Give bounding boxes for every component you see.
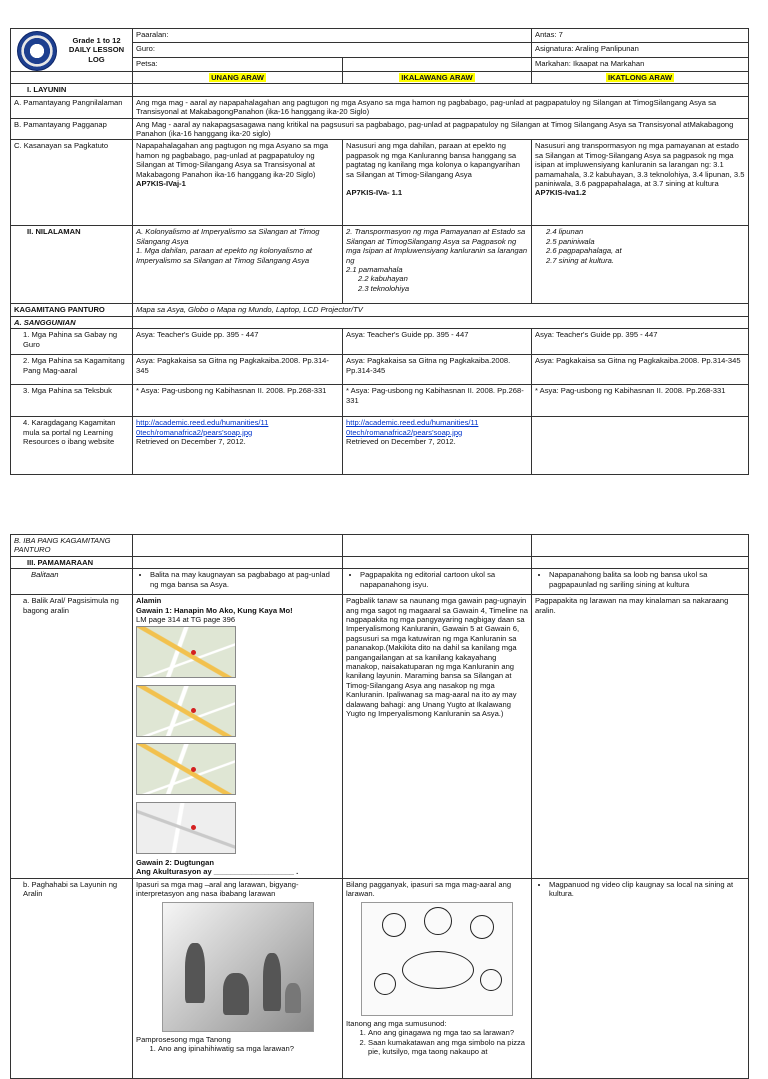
itanong-heading: Itanong ang mga sumusunod: — [346, 1018, 447, 1028]
map-image[interactable] — [136, 685, 236, 737]
nilalaman-day2-title: 2. Transpormasyon ng mga Pamayanan at Estado sa Silangan at TimogSilangang Asya sa Pagpasok ng mga Isipan at Impluwensiyang kanluranin sa larangan ng — [346, 227, 528, 265]
balitaan-day3: • Napapanahong balita sa loob ng bansa ukol sa pagpapaunlad ng sariling sining at kultura — [549, 570, 745, 589]
day1-header: UNANG ARAW — [211, 73, 264, 82]
teksbuk-day3: * Asya: Pag-usbong ng Kabihasnan II. 2008. Pp.268-331 — [532, 385, 749, 417]
map-image[interactable] — [136, 626, 236, 678]
historical-illustration-image[interactable] — [162, 902, 314, 1032]
kagamitan-label: KAGAMITANG PANTURO — [11, 304, 133, 316]
paghahabi-day1: Ipasuri sa mga mag –aral ang larawan, bigyang-interpretasyon ang nasa ibabang larawan — [136, 879, 299, 899]
akulturasyon-prompt: Ang Akulturasyon ay ___________________ . — [136, 867, 299, 877]
nilalaman-day3-item: 2.7 sining at kultura. — [546, 255, 614, 265]
page-two — [10, 534, 748, 1079]
pamantayang-pangnilalaman-label: A. Pamantayang Pangnilalaman — [11, 96, 133, 118]
gabay-guro-day2: Asya: Teacher's Guide pp. 395 - 447 — [343, 329, 532, 355]
kasanayan-day3-code: AP7KIS-Iva1.2 — [535, 188, 587, 198]
asignatura-field[interactable]: Asignatura: Araling Panlipunan — [532, 43, 749, 57]
pamantayang-pagganap-label: B. Pamantayang Pagganap — [11, 118, 133, 140]
reference-link[interactable]: 0tech/romanafrica2/pears'soap.jpg — [346, 427, 463, 437]
karagdagan-label: 4. Karagdagang Kagamitan mula sa portal ng Learning Resources o ibang website — [11, 417, 133, 475]
itanong-item: 2. Saan kumakatawan ang mga simbolo na pizza pie, kutsilyo, mga taong nakaupo at — [368, 1038, 528, 1057]
antas-field[interactable]: Antas: 7 — [532, 29, 749, 43]
reference-link[interactable]: http://academic.reed.edu/humanities/11 — [136, 418, 269, 428]
lm-page-ref: LM page 314 at TG page 396 — [136, 615, 236, 625]
gawain1-title: Gawain 1: Hanapin Mo Ako, Kung Kaya Mo! — [136, 605, 293, 615]
iba-pang-kagamitan-label: B. IBA PANG KAGAMITANG PANTURO — [11, 535, 133, 557]
procedure-table — [10, 534, 749, 1079]
paghahabi-label: b. Paghahabi sa Layunin ng Aralin — [11, 878, 133, 1078]
teksbuk-label: 3. Mga Pahina sa Teksbuk — [11, 385, 133, 417]
retrieved-date: Retrieved on December 7, 2012. — [136, 437, 246, 447]
editorial-cartoon-image[interactable] — [361, 902, 513, 1016]
sanggunian-label: A. SANGGUNIAN — [11, 316, 133, 328]
balitaan-label: Balitaan — [11, 569, 133, 595]
balik-aral-label: a. Balik Aral/ Pagsisimula ng bagong aralin — [11, 595, 133, 879]
alamin-heading: Alamin — [136, 596, 162, 606]
reference-link[interactable]: 0tech/romanafrica2/pears'soap.jpg — [136, 427, 253, 437]
teksbuk-day1: * Asya: Pag-usbong ng Kabihasnan II. 2008. Pp.268-331 — [133, 385, 343, 417]
pamantayang-pangnilalaman-text: Ang mga mag - aaral ay napapahalagahan ang pagtugon ng mga Asyano sa mga hamon ng pagbabago, pag-unlad at pagpapatuloy ng Silangan at TimogSilangang Asya sa Transisyonal at MakabagongPanahon (ika-16 hanggang ika-20 Siglo) — [133, 96, 749, 118]
teksbuk-day2: * Asya: Pag-usbong ng Kabihasnan II. 2008. Pp.268-331 — [343, 385, 532, 417]
map-pin-icon — [191, 825, 196, 830]
map-pin-icon — [191, 708, 196, 713]
kasanayan-label: C. Kasanayan sa Pagkatuto — [11, 140, 133, 226]
kagamitang-mag-aaral-day1: Asya: Pagkakaisa sa Gitna ng Pagkakaiba.2008. Pp.314-345 — [133, 355, 343, 385]
petsa-field[interactable]: Petsa: — [133, 57, 343, 71]
kagamitang-mag-aaral-day2: Asya: Pagkakaisa sa Gitna ng Pagkakaiba.2008. Pp.314-345 — [343, 355, 532, 385]
kagamitan-text: Mapa sa Asya, Globo o Mapa ng Mundo, Laptop, LCD Projector/TV — [133, 304, 749, 316]
kasanayan-day1: Napapahalagahan ang pagtugon ng mga Asyano sa mga hamon ng pagbabago, pag-unlad at pagpapatuloy ng Silangan at Timog-Silangang Asya sa Transisyonal at Makabagong Panahon ika-16 hanggang ika-20 Siglo) — [136, 141, 329, 179]
paghahabi-day2: Bilang pagganyak, ipasuri sa mga mag-aaral ang larawan. — [346, 879, 512, 899]
reference-link[interactable]: http://academic.reed.edu/humanities/11 — [346, 418, 479, 428]
log-title: DAILY LESSON LOG — [68, 45, 125, 64]
balitaan-day2: • Pagpapakita ng editorial cartoon ukol sa napapanahong isyu. — [360, 570, 528, 589]
kasanayan-day2: Nasusuri ang mga dahilan, paraan at epekto ng pagpasok ng mga Kanluranng bansa hanggang sa pagtatag ng kanilang mga kolonya o kapangyarihan sa Silangan at Timog-Silangang Asya — [346, 141, 520, 179]
lesson-log-table — [10, 28, 749, 475]
balik-aral-day3: Pagpapakita ng larawan na may kinalaman sa nakaraang aralin. — [532, 595, 749, 879]
nilalaman-day3-item: 2.6 pagpapahalaga, at — [546, 246, 622, 256]
grade-label: Grade 1 to 12 — [72, 35, 121, 45]
kasanayan-day1-code: AP7KIS-IVaj-1 — [136, 179, 186, 189]
map-pin-icon — [191, 767, 196, 772]
kasanayan-day3: Nasusuri ang transpormasyon ng mga pamayanan at estado sa Silangan at Timog-Silangang Asya sa pagpasok ng mga isipan at impluwensiyang kanluranin sa larangan ng: 3.1 pamamahala, 3.2 kabuhayan, 3.3 teknolohiya, 3.4 lipunan, 3.5 paniniwala, 3.6 pagpapahalaga, at 3.7 sining at kultura — [535, 141, 745, 189]
retrieved-date: Retrieved on December 7, 2012. — [346, 437, 456, 447]
pamantayang-pagganap-text: Ang Mag - aaral ay nakapagsasagawa nang kritikal na pagsusuri sa pagbabago, pag-unlad at pagpapatuloy ng Silangan at Timog Silangang Asya sa Transisyonal atMakabagong Panahon (ika-16 hanggang ika-20 siglo) — [133, 118, 749, 140]
nilalaman-label: II. NILALAMAN — [11, 226, 133, 304]
kagamitang-mag-aaral-day3: Asya: Pagkakaisa sa Gitna ng Pagkakaiba.2008. Pp.314-345 — [532, 355, 749, 385]
day3-header: IKATLONG ARAW — [607, 73, 673, 82]
paaralan-field[interactable]: Paaralan: — [133, 29, 532, 43]
nilalaman-day1-sub: 1. Mga dahilan, paraan at epekto ng kolonyalismo at Imperyalismo sa Silangan at Timog Silangang Asya — [136, 246, 313, 265]
nilalaman-day2-item: 2.3 teknolohiya — [358, 283, 410, 293]
prosesong-tanong-item: 1. Ano ang ipinahihiwatig sa mga larawan? — [158, 1044, 339, 1053]
gawain2-title: Gawain 2: Dugtungan — [136, 858, 215, 868]
balitaan-day1: • Balita na may kaugnayan sa pagbabago at pag-unlad ng mga bansa sa Asya. — [150, 570, 339, 589]
markahan-field[interactable]: Markahan: Ikaapat na Markahan — [532, 57, 749, 71]
nilalaman-day2-item: 2.1 pamamahala — [346, 265, 403, 275]
nilalaman-day1-title: A. Kolonyalismo at Imperyalismo sa Silangan at Timog Silangang Asya — [136, 227, 320, 246]
kasanayan-day2-code: AP7KIS-IVa- 1.1 — [346, 188, 403, 198]
deped-seal-icon — [17, 31, 57, 71]
kagamitang-mag-aaral-label: 2. Mga Pahina sa Kagamitang Pang Mag-aaral — [11, 355, 133, 385]
gabay-guro-day1: Asya: Teacher's Guide pp. 395 - 447 — [133, 329, 343, 355]
map-pin-icon — [191, 650, 196, 655]
prosesong-tanong-heading: Pamprosesong mga Tanong — [136, 1034, 231, 1044]
nilalaman-day3-item: 2.5 paniniwala — [546, 236, 595, 246]
itanong-item: 1. Ano ang ginagawa ng mga tao sa larawan? — [368, 1028, 528, 1037]
map-grid — [136, 624, 339, 858]
gabay-guro-label: 1. Mga Pahina sa Gabay ng Guro — [11, 329, 133, 355]
page-one — [10, 28, 748, 475]
paghahabi-day3: • Magpanuod ng video clip kaugnay sa local na sining at kultura. — [549, 880, 745, 899]
pamamaraan-label: III. PAMAMARAAN — [11, 556, 133, 568]
nilalaman-day3-item: 2.4 lipunan — [546, 227, 584, 237]
gabay-guro-day3: Asya: Teacher's Guide pp. 395 - 447 — [532, 329, 749, 355]
day2-header: IKALAWANG ARAW — [401, 73, 473, 82]
nilalaman-day2-item: 2.2 kabuhayan — [358, 274, 408, 284]
balik-aral-day2: Pagbalik tanaw sa naunang mga gawain pag-ugnayin ang mga sagot ng magaaral sa Gawain 4, Timeline na nagpapakita ng mga pangyayaring nagbigay daan sa Imperyalismong Kanluranin, Gawain 5 at Gawain 6, pagsusuri sa mga katuwiran ng mga Kanluranin sa pananakop.(Makikita dito na dahil sa kanilang mga pangangailangan at sa kanilang kakayahang manakop, naisakatuparan ng mga Kanluranin ang kanilang layunin. Maraming bansa sa Silangan at Timog-Silangang Asya ang nasakop ng mga Kanluranin. Ipaliwanag sa mag-aaral na ito ay may dalawang bahagi: ang Unang Yugto at Ikalawang Yugto ng Imperyalismong Kanluranin sa Asya.) — [343, 595, 532, 879]
layunin-label: I. LAYUNIN — [11, 84, 133, 96]
map-image[interactable] — [136, 743, 236, 795]
guro-field[interactable]: Guro: — [133, 43, 532, 57]
map-image[interactable] — [136, 802, 236, 854]
